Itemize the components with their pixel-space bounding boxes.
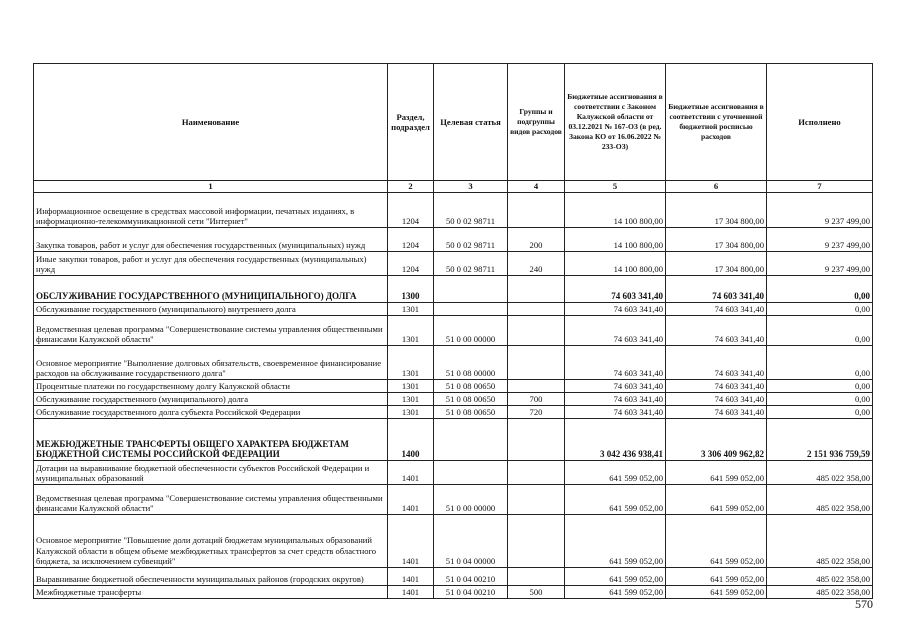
- cell-budget: 17 304 800,00: [666, 227, 767, 251]
- cell-target: 51 0 04 00210: [434, 567, 508, 585]
- cell-law: 641 599 052,00: [565, 484, 666, 514]
- table-body: [34, 192, 873, 598]
- cell-section: 1301: [388, 315, 434, 345]
- cell-section: 1401: [388, 460, 434, 484]
- cell-executed: 0,00: [767, 345, 873, 379]
- cell-target: 51 0 08 00650: [434, 379, 508, 392]
- column-number: 7: [767, 181, 873, 193]
- cell-law: 74 603 341,40: [565, 392, 666, 405]
- cell-law: 14 100 800,00: [565, 192, 666, 227]
- cell-name: Информационное освещение в средствах массовой информации, печатных изданиях, в информационно-телекоммуникационной сети "Интернет": [34, 192, 388, 227]
- cell-group: 700: [508, 392, 565, 405]
- budget-table: [33, 63, 873, 599]
- cell-group: 240: [508, 251, 565, 275]
- cell-target: [434, 302, 508, 315]
- table-row: [34, 302, 873, 315]
- cell-group: 720: [508, 405, 565, 418]
- column-number: 5: [565, 181, 666, 193]
- cell-law: 74 603 341,40: [565, 379, 666, 392]
- cell-target: 50 0 02 98711: [434, 227, 508, 251]
- cell-target: 51 0 08 00000: [434, 345, 508, 379]
- cell-executed: 9 237 499,00: [767, 251, 873, 275]
- cell-name: Дотации на выравнивание бюджетной обеспеченности субъектов Российской Федерации и муниципальных образований: [34, 460, 388, 484]
- cell-section: 1400: [388, 418, 434, 460]
- cell-law: 74 603 341,40: [565, 315, 666, 345]
- cell-group: [508, 192, 565, 227]
- cell-law: 641 599 052,00: [565, 514, 666, 567]
- cell-group: [508, 345, 565, 379]
- table-row: [34, 405, 873, 418]
- col-header-budget: Бюджетные ассигнования в соответствии с уточненной бюджетной росписью расходов: [666, 64, 767, 181]
- cell-section: 1401: [388, 585, 434, 598]
- cell-executed: 485 022 358,00: [767, 567, 873, 585]
- cell-group: [508, 567, 565, 585]
- table-row: [34, 567, 873, 585]
- cell-executed: 0,00: [767, 379, 873, 392]
- cell-law: 74 603 341,40: [565, 302, 666, 315]
- cell-target: [434, 275, 508, 302]
- column-number: 2: [388, 181, 434, 193]
- cell-name: Обслуживание государственного (муниципального) внутреннего долга: [34, 302, 388, 315]
- col-header-groups: Группы и подгруппы видов расходов: [508, 64, 565, 181]
- col-header-section: Раздел, подраздел: [388, 64, 434, 181]
- cell-name: Межбюджетные трансферты: [34, 585, 388, 598]
- cell-budget: 74 603 341,40: [666, 302, 767, 315]
- cell-executed: 0,00: [767, 302, 873, 315]
- column-number: 3: [434, 181, 508, 193]
- cell-group: 200: [508, 227, 565, 251]
- cell-section: 1204: [388, 227, 434, 251]
- cell-target: 51 0 00 00000: [434, 484, 508, 514]
- cell-executed: 485 022 358,00: [767, 460, 873, 484]
- cell-executed: 485 022 358,00: [767, 585, 873, 598]
- table-row: [34, 460, 873, 484]
- cell-budget: 74 603 341,40: [666, 345, 767, 379]
- cell-name: ОБСЛУЖИВАНИЕ ГОСУДАРСТВЕННОГО (МУНИЦИПАЛЬНОГО) ДОЛГА: [34, 275, 388, 302]
- cell-target: [434, 418, 508, 460]
- page-number: 570: [855, 597, 873, 611]
- cell-section: 1301: [388, 345, 434, 379]
- cell-executed: 9 237 499,00: [767, 192, 873, 227]
- table-row: [34, 379, 873, 392]
- cell-law: 641 599 052,00: [565, 585, 666, 598]
- cell-law: 14 100 800,00: [565, 251, 666, 275]
- cell-group: [508, 302, 565, 315]
- cell-budget: 17 304 800,00: [666, 192, 767, 227]
- cell-executed: 0,00: [767, 392, 873, 405]
- cell-target: 51 0 00 00000: [434, 315, 508, 345]
- cell-law: 74 603 341,40: [565, 275, 666, 302]
- cell-budget: 641 599 052,00: [666, 460, 767, 484]
- col-header-target: Целевая статья: [434, 64, 508, 181]
- cell-group: [508, 514, 565, 567]
- table-row: [34, 315, 873, 345]
- cell-target: 50 0 02 98711: [434, 251, 508, 275]
- cell-law: 74 603 341,40: [565, 405, 666, 418]
- cell-section: 1300: [388, 275, 434, 302]
- cell-executed: 0,00: [767, 275, 873, 302]
- cell-law: 641 599 052,00: [565, 460, 666, 484]
- cell-group: [508, 460, 565, 484]
- cell-group: [508, 315, 565, 345]
- cell-section: 1301: [388, 302, 434, 315]
- cell-name: Ведомственная целевая программа "Совершенствование системы управления общественными финансами Калужской области": [34, 484, 388, 514]
- cell-group: [508, 484, 565, 514]
- col-header-law: Бюджетные ассигнования в соответствии с Законом Калужской области от 03.12.2021 № 167-ОЗ (в ред. Закона КО от 16.06.2022 № 233-ОЗ): [565, 64, 666, 181]
- table-row: [34, 514, 873, 567]
- cell-budget: 17 304 800,00: [666, 251, 767, 275]
- cell-section: 1301: [388, 379, 434, 392]
- cell-executed: 9 237 499,00: [767, 227, 873, 251]
- cell-budget: 74 603 341,40: [666, 379, 767, 392]
- cell-budget: 3 306 409 962,82: [666, 418, 767, 460]
- table-row: [34, 392, 873, 405]
- cell-section: 1204: [388, 192, 434, 227]
- cell-name: Обслуживание государственного (муниципального) долга: [34, 392, 388, 405]
- cell-budget: 641 599 052,00: [666, 514, 767, 567]
- cell-group: 500: [508, 585, 565, 598]
- cell-section: 1301: [388, 405, 434, 418]
- cell-group: [508, 418, 565, 460]
- cell-name: Иные закупки товаров, работ и услуг для обеспечения государственных (муниципальных) нужд: [34, 251, 388, 275]
- column-number: 6: [666, 181, 767, 193]
- column-number-row: [34, 181, 873, 193]
- cell-budget: 74 603 341,40: [666, 392, 767, 405]
- column-number: 1: [34, 181, 388, 193]
- cell-name: Основное мероприятие "Повышение доли дотаций бюджетам муниципальных образований Калужской области в общем объеме межбюджетных трансфертов за счет средств областного бюджета, за исключением субвенций": [34, 514, 388, 567]
- table-row: [34, 345, 873, 379]
- table-row: [34, 192, 873, 227]
- cell-budget: 74 603 341,40: [666, 315, 767, 345]
- cell-section: 1401: [388, 484, 434, 514]
- cell-target: 51 0 04 00000: [434, 514, 508, 567]
- cell-target: 51 0 04 00210: [434, 585, 508, 598]
- cell-budget: 641 599 052,00: [666, 567, 767, 585]
- cell-executed: 485 022 358,00: [767, 514, 873, 567]
- cell-budget: 641 599 052,00: [666, 585, 767, 598]
- cell-group: [508, 379, 565, 392]
- cell-executed: 0,00: [767, 315, 873, 345]
- table-row: [34, 585, 873, 598]
- cell-law: 641 599 052,00: [565, 567, 666, 585]
- table-row: [34, 275, 873, 302]
- col-header-name: Наименование: [34, 64, 388, 181]
- cell-name: Ведомственная целевая программа "Совершенствование системы управления общественными финансами Калужской области": [34, 315, 388, 345]
- cell-name: Выравнивание бюджетной обеспеченности муниципальных районов (городских округов): [34, 567, 388, 585]
- cell-executed: 485 022 358,00: [767, 484, 873, 514]
- table-row: [34, 251, 873, 275]
- cell-target: 51 0 08 00650: [434, 405, 508, 418]
- column-number: 4: [508, 181, 565, 193]
- cell-budget: 641 599 052,00: [666, 484, 767, 514]
- cell-section: 1301: [388, 392, 434, 405]
- cell-target: [434, 460, 508, 484]
- col-header-executed: Исполнено: [767, 64, 873, 181]
- cell-budget: 74 603 341,40: [666, 405, 767, 418]
- cell-executed: 2 151 936 759,59: [767, 418, 873, 460]
- cell-budget: 74 603 341,40: [666, 275, 767, 302]
- cell-law: 3 042 436 938,41: [565, 418, 666, 460]
- table-row: [34, 418, 873, 460]
- cell-executed: 0,00: [767, 405, 873, 418]
- cell-section: 1401: [388, 567, 434, 585]
- cell-law: 14 100 800,00: [565, 227, 666, 251]
- table-row: [34, 227, 873, 251]
- cell-section: 1401: [388, 514, 434, 567]
- cell-section: 1204: [388, 251, 434, 275]
- table-row: [34, 484, 873, 514]
- header-row: [34, 64, 873, 181]
- cell-name: МЕЖБЮДЖЕТНЫЕ ТРАНСФЕРТЫ ОБЩЕГО ХАРАКТЕРА БЮДЖЕТАМ БЮДЖЕТНОЙ СИСТЕМЫ РОССИЙСКОЙ ФЕДЕРАЦИИ: [34, 418, 388, 460]
- cell-group: [508, 275, 565, 302]
- cell-law: 74 603 341,40: [565, 345, 666, 379]
- cell-name: Процентные платежи по государственному долгу Калужской области: [34, 379, 388, 392]
- cell-target: 51 0 08 00650: [434, 392, 508, 405]
- cell-target: 50 0 02 98711: [434, 192, 508, 227]
- cell-name: Обслуживание государственного долга субъекта Российской Федерации: [34, 405, 388, 418]
- cell-name: Основное мероприятие "Выполнение долговых обязательств, своевременное финансирование расходов на обслуживание государственного долга": [34, 345, 388, 379]
- cell-name: Закупка товаров, работ и услуг для обеспечения государственных (муниципальных) нужд: [34, 227, 388, 251]
